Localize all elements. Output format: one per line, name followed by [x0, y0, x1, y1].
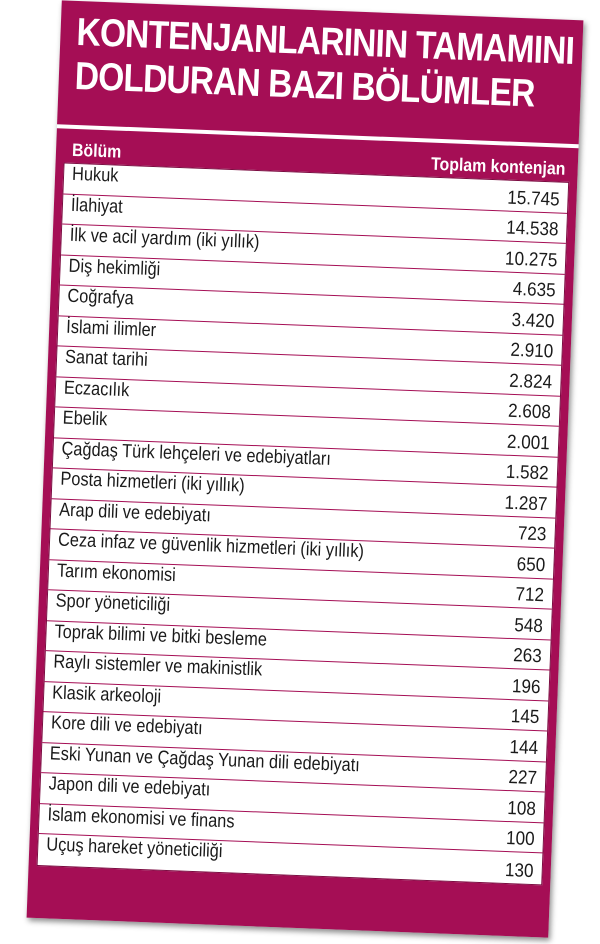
header-department: Bölüm: [71, 139, 122, 162]
header-total-quota: Toplam kontenjan: [431, 153, 567, 179]
total-quota-value: 100: [506, 828, 536, 851]
department-name: Uçuş hareket yöneticiliği: [45, 834, 223, 863]
total-quota-value: 263: [513, 645, 543, 668]
title-banner: [57, 0, 583, 144]
page-title: [74, 10, 575, 116]
total-quota-value: 548: [514, 614, 544, 637]
department-name: Kore dili ve edebiyatı: [50, 712, 204, 740]
total-quota-value: 2.608: [508, 400, 552, 424]
total-quota-value: 2.824: [509, 370, 553, 393]
total-quota-value: 3.420: [511, 309, 556, 332]
total-quota-value: 145: [510, 706, 541, 729]
department-name: Klasik arkeoloji: [51, 681, 162, 708]
total-quota-value: 650: [516, 553, 546, 576]
total-quota-value: 130: [504, 859, 535, 882]
department-name: Ceza infaz ve güvenlik hizmetleri (iki yıllık): [57, 529, 365, 563]
title-line-2: DOLDURAN BAZI BÖLÜMLER: [74, 54, 536, 116]
department-name: Raylı sistemler ve makinistlik: [53, 651, 263, 681]
total-quota-value: 1.582: [505, 461, 550, 485]
department-name: Toprak bilimi ve bitki besleme: [54, 621, 268, 651]
total-quota-value: 14.538: [505, 217, 559, 241]
department-name: Eski Yunan ve Çağdaş Yunan dili edebiyatı: [49, 742, 361, 776]
department-name: İslami ilimler: [65, 316, 157, 341]
department-name: İlk ve acil yardım (iki yıllık): [69, 224, 260, 254]
department-name: İslam ekonomisi ve finans: [47, 803, 235, 833]
department-name: İlahiyat: [70, 194, 124, 218]
total-quota-value: 723: [517, 523, 548, 546]
table-body: [37, 163, 570, 885]
total-quota-value: 108: [507, 797, 537, 820]
department-name: Eczacılık: [63, 377, 130, 401]
total-quota-value: 196: [511, 675, 542, 698]
department-name: Hukuk: [71, 163, 119, 187]
department-name: Diş hekimliği: [68, 255, 161, 280]
total-quota-value: 144: [509, 736, 539, 759]
department-name: Ebelik: [62, 407, 108, 431]
quota-card: [27, 0, 584, 937]
quota-table: [27, 128, 579, 937]
total-quota-value: 10.275: [504, 248, 558, 272]
department-name: Posta hizmetleri (iki yıllık): [60, 468, 246, 497]
department-name: Coğrafya: [67, 285, 135, 310]
title-line-1: KONTENJANLARININ TAMAMINI: [75, 10, 575, 74]
department-name: Çağdaş Türk lehçeleri ve edebiyatları: [61, 438, 332, 470]
total-quota-value: 15.745: [506, 187, 560, 211]
department-name: Arap dili ve edebiyatı: [58, 499, 212, 526]
total-quota-value: 1.287: [504, 492, 549, 515]
department-name: Tarım ekonomisi: [56, 560, 177, 586]
total-quota-value: 4.635: [512, 278, 557, 302]
total-quota-value: 2.910: [510, 339, 555, 363]
department-name: Sanat tarihi: [64, 346, 149, 371]
total-quota-value: 712: [515, 584, 545, 607]
total-quota-value: 2.001: [507, 431, 551, 454]
department-name: Spor yöneticiliği: [55, 590, 171, 616]
total-quota-value: 227: [508, 767, 538, 790]
department-name: Japon dili ve edebiyatı: [48, 773, 211, 801]
